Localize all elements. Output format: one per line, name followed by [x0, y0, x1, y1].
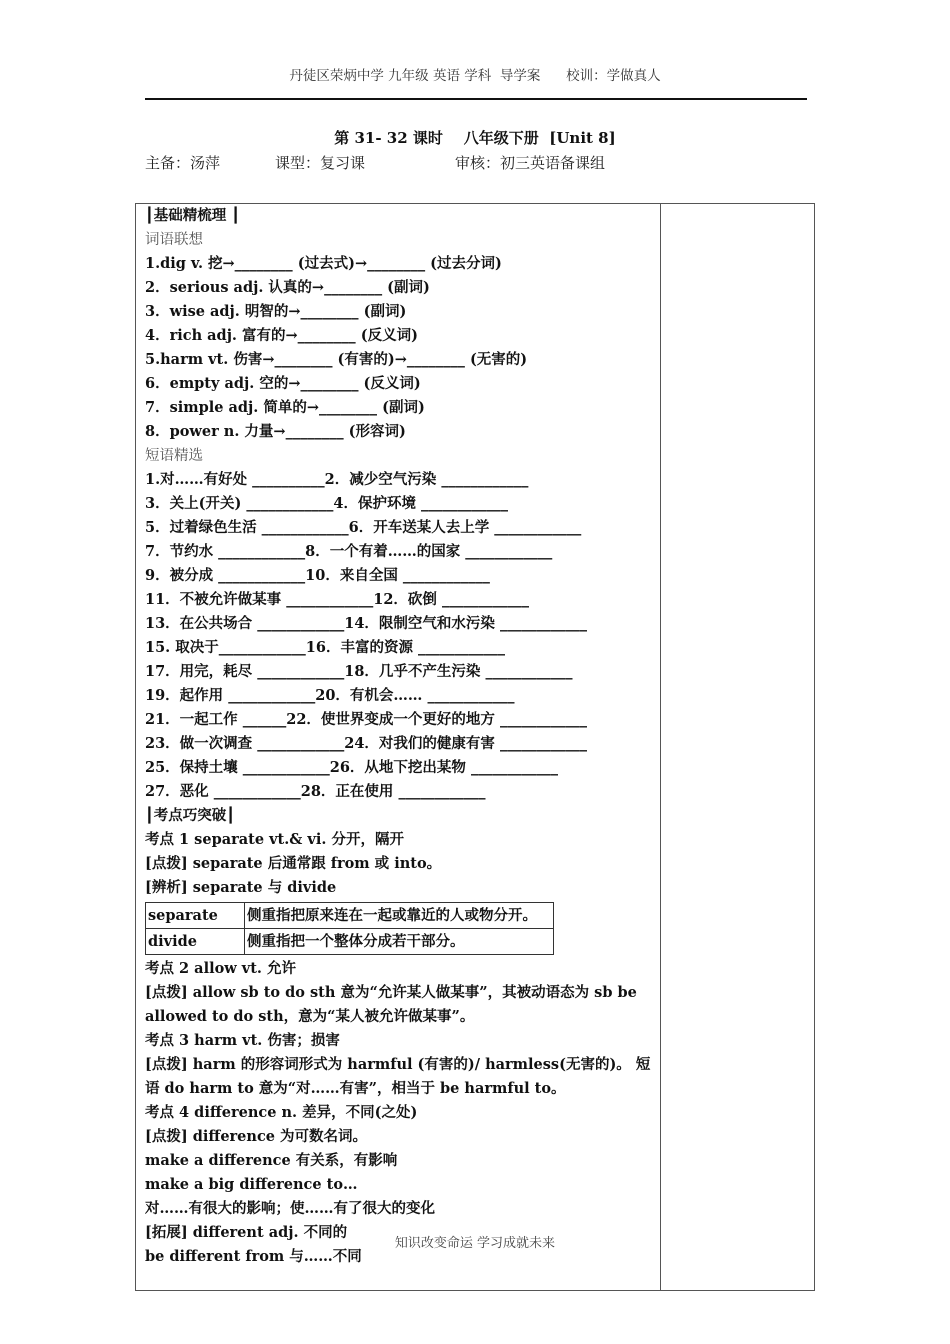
point2-tip: [点拨] allow sb to do sth 意为“允许某人做某事”，其被动语态为 sb be allowed to do sth，意为“某人被允许做某事”。	[145, 984, 637, 1025]
main-content	[145, 204, 657, 1269]
phrase-item: 9．被分成 ____________10．来自全国 ____________	[145, 567, 490, 584]
vocab-item: 8．power n. 力量→________ (形容词)	[145, 423, 406, 440]
phrase-item: 1.对……有好处 __________2．减少空气污染 ____________	[145, 471, 529, 488]
table-word: divide	[146, 929, 245, 955]
vocab-item: 6．empty adj. 空的→________ (反义词)	[145, 375, 421, 392]
vocab-item: 5.harm vt. 伤害→________ (有害的)→________ (无害的)	[145, 351, 528, 368]
point4-line: make a big difference to…	[145, 1176, 358, 1193]
page-footer: 知识改变命运 学习成就未来	[394, 1236, 556, 1251]
point4-extension: [拓展] different adj. 不同的	[145, 1224, 348, 1241]
point3-tip: [点拨] harm 的形容词形式为 harmful (有害的)/ harmless(无害的)。 短语 do harm to 意为“对……有害”，相当于 be harmful to。	[145, 1056, 651, 1097]
phrase-item: 25．保持土壤 ____________26．从地下挖出某物 ____________	[145, 759, 558, 776]
table-desc: 侧重指把一个整体分成若干部分。	[245, 929, 554, 955]
table-desc: 侧重指把原来连在一起或靠近的人或物分开。	[245, 903, 554, 929]
table-row	[146, 929, 554, 955]
vocab-item: 2．serious adj. 认真的→________ (副词)	[145, 279, 430, 296]
phrase-item: 13．在公共场合 ____________14．限制空气和水污染 ____________	[145, 615, 587, 632]
point2-heading: 考点 2 allow vt. 允许	[145, 960, 297, 977]
meta-author: 主备：汤萍	[145, 154, 221, 172]
point1-heading: 考点 1 separate vt.& vi. 分开，隔开	[145, 831, 404, 848]
phrase-item: 15. 取决于____________16．丰富的资源 ____________	[145, 639, 505, 656]
page-header: 丹徒区荣炳中学 九年级 英语 学科 导学案 校训：学做真人	[289, 68, 661, 84]
notes-column-divider	[660, 203, 661, 1291]
point1-compare: [辨析] separate 与 divide	[145, 879, 337, 896]
phrase-item: 5．过着绿色生活 ____________6．开车送某人去上学 ____________	[145, 519, 582, 536]
section-key-points: ┃考点巧突破┃	[145, 807, 235, 824]
meta-reviewer: 审核：初三英语备课组	[455, 154, 606, 172]
phrase-item: 3．关上(开关) ____________4．保护环境 ____________	[145, 495, 508, 512]
lesson-title: 第 31- 32 课时 八年级下册 [Unit 8]	[334, 129, 616, 147]
vocab-item: 3．wise adj. 明智的→________ (副词)	[145, 303, 407, 320]
phrase-item: 17．用完，耗尽 ____________18．几乎不产生污染 ____________	[145, 663, 573, 680]
phrase-item: 27．恶化 ____________28．正在使用 ____________	[145, 783, 486, 800]
point4-heading: 考点 4 difference n. 差异，不同(之处)	[145, 1104, 418, 1121]
section-vocab: 词语联想	[145, 232, 203, 248]
section-basics: ┃基础精梳理 ┃	[145, 207, 241, 224]
meta-lesson-type: 课型：复习课	[275, 154, 366, 172]
phrase-item: 23．做一次调查 ____________24．对我们的健康有害 ____________	[145, 735, 587, 752]
vocab-item: 1.dig v. 挖→________ (过去式)→________ (过去分词)	[145, 255, 502, 272]
phrase-item: 21．一起工作 ______22．使世界变成一个更好的地方 ____________	[145, 711, 587, 728]
vocab-item: 7．simple adj. 简单的→________ (副词)	[145, 399, 425, 416]
separate-divide-table	[145, 902, 554, 955]
point4-extension-line: be different from 与……不同	[145, 1248, 362, 1265]
table-row	[146, 903, 554, 929]
point4-line: 对……有很大的影响；使……有了很大的变化	[145, 1200, 435, 1217]
phrase-item: 11．不被允许做某事 ____________12．砍倒 ____________	[145, 591, 529, 608]
point4-tip: [点拨] difference 为可数名词。	[145, 1128, 368, 1145]
point1-tip: [点拨] separate 后通常跟 from 或 into。	[145, 855, 442, 872]
header-divider	[145, 98, 807, 100]
section-phrases: 短语精选	[145, 448, 203, 464]
point3-heading: 考点 3 harm vt. 伤害；损害	[145, 1032, 340, 1049]
vocab-item: 4．rich adj. 富有的→________ (反义词)	[145, 327, 418, 344]
table-word: separate	[146, 903, 245, 929]
phrase-item: 7．节约水 ____________8．一个有着……的国家 ____________	[145, 543, 553, 560]
point4-line: make a difference 有关系，有影响	[145, 1152, 398, 1169]
phrase-item: 19．起作用 ____________20．有机会…… ____________	[145, 687, 515, 704]
